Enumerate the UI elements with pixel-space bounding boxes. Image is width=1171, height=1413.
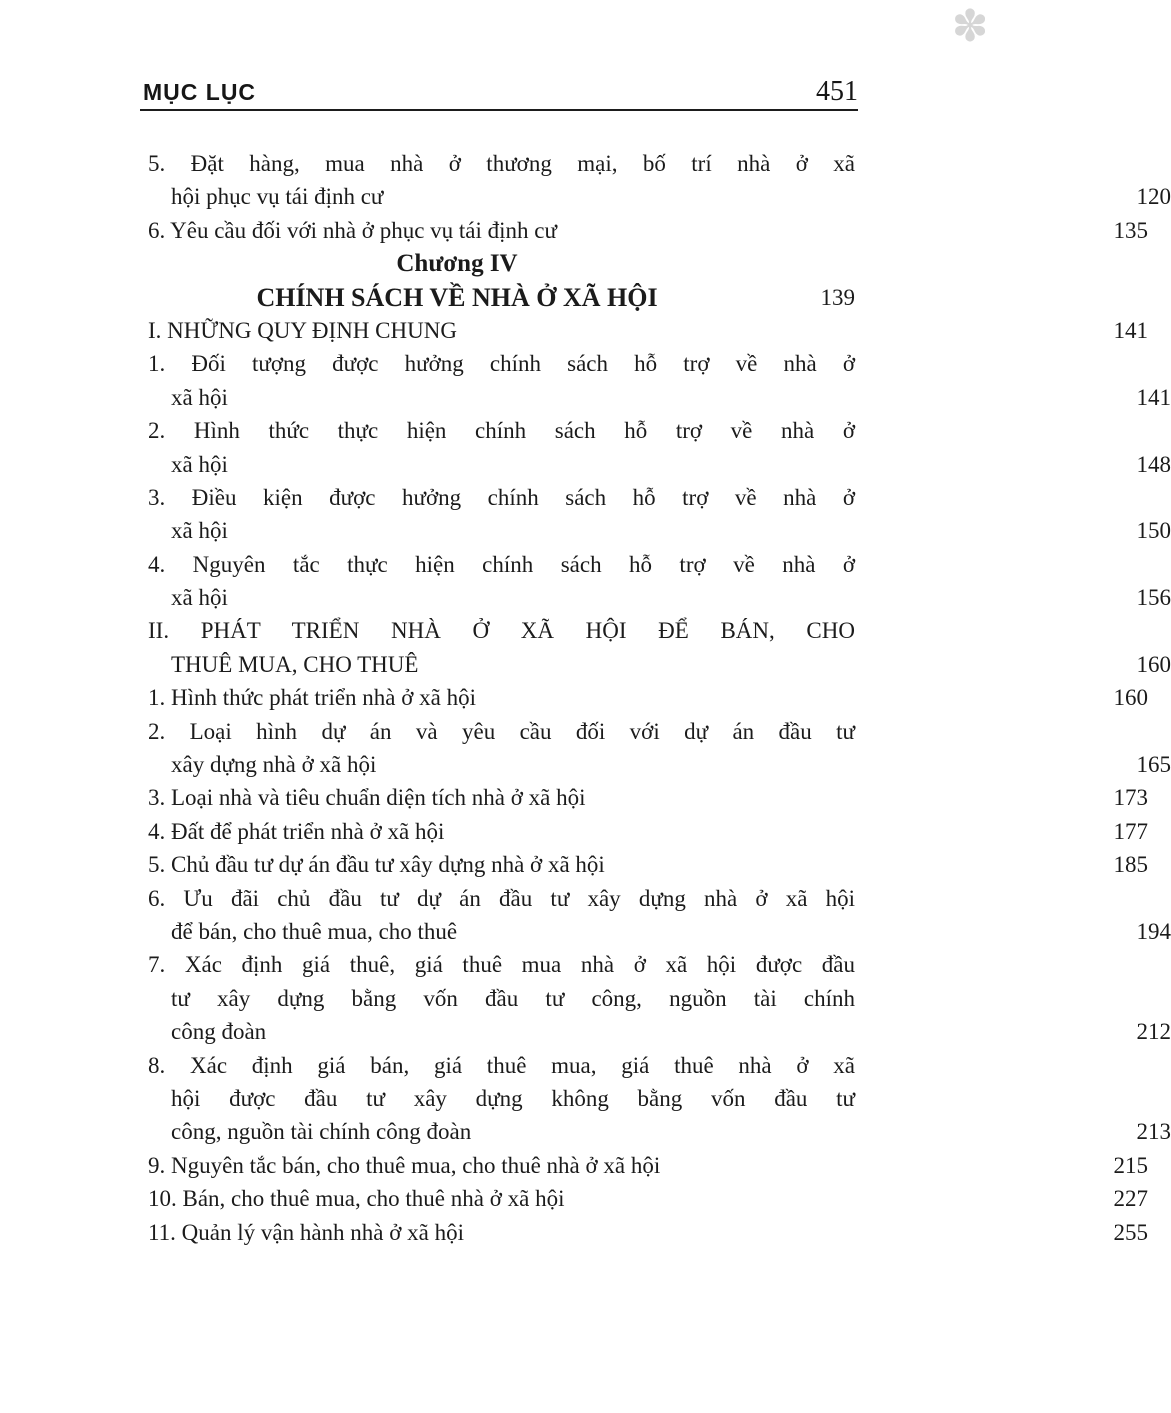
- toc-page-number: 212: [1136, 1019, 1171, 1045]
- toc-entry-text: I. NHỮNG QUY ĐỊNH CHUNG: [148, 317, 457, 343]
- toc-entry-text: II. PHÁT TRIỂN NHÀ Ở XÃ HỘI ĐỂ BÁN, CHO: [148, 618, 855, 644]
- toc-entry-text: công đoàn: [171, 1019, 267, 1045]
- toc-entry-text: 11. Quản lý vận hành nhà ở xã hội: [148, 1219, 464, 1245]
- toc-entry-text: 3. Loại nhà và tiêu chuẩn diện tích nhà ở xã hội: [148, 785, 586, 811]
- toc-entry-text: 6. Ưu đãi chủ đầu tư dự án đầu tư xây dựng nhà ở xã hội: [148, 885, 855, 911]
- toc-line: [148, 948, 855, 981]
- toc-line: [148, 648, 1171, 681]
- header-page-number: 451: [816, 76, 858, 107]
- header-divider: [140, 109, 858, 111]
- toc-page-number: 156: [1136, 585, 1171, 611]
- toc-page-number: 173: [1113, 785, 1148, 811]
- toc-page-number: 150: [1136, 518, 1171, 544]
- toc-entry-text: xã hội: [171, 451, 228, 477]
- page-header: [143, 74, 858, 106]
- flower-watermark-icon: ✽: [951, 2, 989, 51]
- toc-line: [148, 1082, 855, 1115]
- toc-line: [148, 1115, 1171, 1148]
- toc-entry-text: để bán, cho thuê mua, cho thuê: [171, 918, 458, 944]
- toc-page-number: 227: [1113, 1186, 1148, 1212]
- toc-entry-text: xây dựng nhà ở xã hội: [171, 752, 377, 778]
- toc-page-number: 165: [1136, 752, 1171, 778]
- toc-line: [148, 915, 1171, 948]
- toc-line: [148, 581, 1171, 614]
- toc-entry-text: xã hội: [171, 518, 228, 544]
- toc-entry-text: Chương IV: [396, 250, 518, 278]
- toc-line: [148, 815, 1148, 848]
- toc-line: [148, 481, 855, 514]
- toc-line: [148, 882, 855, 915]
- toc-entry-text: 9. Nguyên tắc bán, cho thuê mua, cho thuê nhà ở xã hội: [148, 1152, 661, 1178]
- toc-entry-text: 6. Yêu cầu đối với nhà ở phục vụ tái định cư: [148, 217, 557, 243]
- toc-entry-text: 4. Đất để phát triển nhà ở xã hội: [148, 818, 445, 844]
- toc-page-number: 160: [1113, 685, 1148, 711]
- toc-line: [148, 1182, 1148, 1215]
- toc-page-number: 160: [1136, 651, 1171, 677]
- toc-line: [148, 1149, 1148, 1182]
- toc-line: [148, 1216, 1148, 1249]
- toc-page-number: 213: [1136, 1119, 1171, 1145]
- toc-page-number: 194: [1136, 918, 1171, 944]
- toc-entry-text: 5. Chủ đầu tư dự án đầu tư xây dựng nhà ở xã hội: [148, 852, 605, 878]
- toc-line: [148, 281, 855, 314]
- toc-page-number: 177: [1113, 818, 1148, 844]
- header-title: MỤC LỤC: [143, 79, 257, 105]
- toc-line: [148, 347, 855, 380]
- toc-entry-text: xã hội: [171, 585, 228, 611]
- toc-entry-text: 5. Đặt hàng, mua nhà ở thương mại, bố trí nhà ở xã: [148, 151, 855, 176]
- toc-entry-text: 10. Bán, cho thuê mua, cho thuê nhà ở xã hội: [148, 1186, 565, 1212]
- toc-page-number: 215: [1113, 1152, 1148, 1178]
- toc-entry-text: 3. Điều kiện được hưởng chính sách hỗ trợ về nhà ở: [148, 484, 855, 510]
- toc-entry-text: CHÍNH SÁCH VỀ NHÀ Ở XÃ HỘI: [256, 282, 658, 312]
- toc-line: [148, 514, 1171, 547]
- toc-page-number: 255: [1113, 1219, 1148, 1245]
- toc-line: [148, 180, 1171, 213]
- toc-entry-text: 2. Loại hình dự án và yêu cầu đối với dự án đầu tư: [148, 718, 855, 744]
- toc-line: [148, 1015, 1171, 1048]
- toc-entry-text: 2. Hình thức thực hiện chính sách hỗ trợ về nhà ở: [148, 418, 855, 444]
- toc-entry-text: 4. Nguyên tắc thực hiện chính sách hỗ trợ về nhà ở: [148, 551, 855, 577]
- toc-line: [148, 614, 855, 647]
- toc-page-number: 148: [1136, 451, 1171, 477]
- toc-line: [148, 681, 1148, 714]
- toc-line: [148, 982, 855, 1015]
- toc-line: [148, 414, 855, 447]
- toc-line: [148, 548, 855, 581]
- toc-page-number: 139: [820, 284, 855, 310]
- toc-entry-text: hội phục vụ tái định cư: [171, 184, 384, 210]
- toc-page-number: 141: [1136, 384, 1171, 410]
- toc-page-number: 185: [1113, 852, 1148, 878]
- toc-entry-text: 1. Đối tượng được hưởng chính sách hỗ trợ về nhà ở: [148, 351, 855, 377]
- toc-entry-text: hội được đầu tư xây dựng không bằng vốn đầu tư: [171, 1085, 855, 1111]
- toc-line: [148, 381, 1171, 414]
- toc-line: [148, 147, 855, 180]
- toc-entry-text: 7. Xác định giá thuê, giá thuê mua nhà ở xã hội được đầu: [148, 952, 855, 978]
- toc-line: [148, 781, 1148, 814]
- toc-line: [148, 247, 855, 280]
- toc-entry-text: tư xây dựng bằng vốn đầu tư công, nguồn tài chính: [171, 985, 855, 1011]
- toc-entry-text: xã hội: [171, 384, 228, 410]
- toc-entry-text: công, nguồn tài chính công đoàn: [171, 1119, 472, 1145]
- toc-page-number: 120: [1136, 184, 1171, 210]
- toc-line: [148, 848, 1148, 881]
- toc-page-number: 141: [1113, 317, 1148, 343]
- toc-entry-text: 1. Hình thức phát triển nhà ở xã hội: [148, 685, 477, 711]
- toc-line: [148, 314, 1148, 347]
- toc-entry-text: 8. Xác định giá bán, giá thuê mua, giá thuê nhà ở xã: [148, 1052, 855, 1078]
- toc-list: [148, 147, 1171, 1249]
- toc-page-number: 135: [1113, 217, 1148, 243]
- toc-entry-text: THUÊ MUA, CHO THUÊ: [171, 651, 419, 677]
- toc-line: [148, 448, 1171, 481]
- toc-line: [148, 214, 1148, 247]
- toc-line: [148, 748, 1171, 781]
- toc-line: [148, 1049, 855, 1082]
- toc-line: [148, 715, 855, 748]
